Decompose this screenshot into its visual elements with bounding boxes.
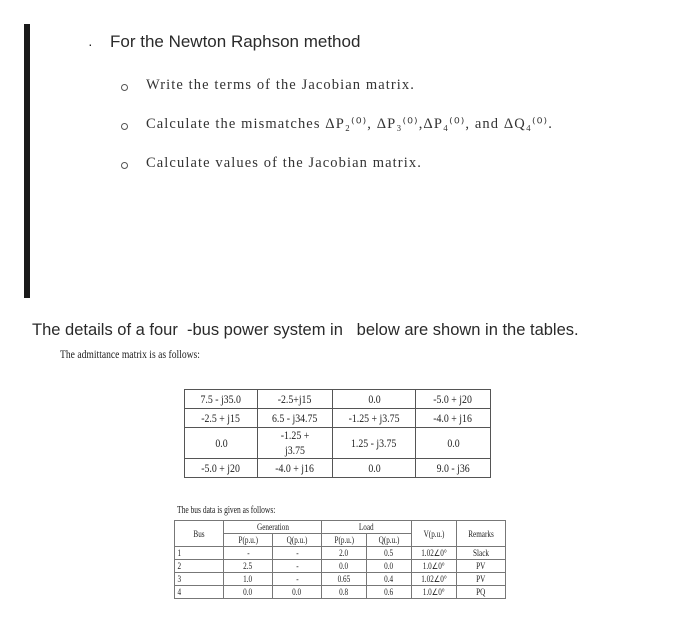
matrix-cell: -5.0 + j20 [185, 459, 258, 478]
table-row [175, 573, 506, 586]
table-cell: PQ [457, 586, 506, 599]
table-cell: 0.65 [322, 573, 367, 586]
matrix-cell: 6.5 - j34.75 [258, 409, 333, 428]
table-cell: 0.0 [273, 586, 322, 599]
table-cell: 0.0 [367, 560, 412, 573]
table-cell: - [273, 560, 322, 573]
table-cell: 0.5 [367, 547, 412, 560]
matrix-cell: -1.25 + j3.75 [333, 409, 416, 428]
table-cell: PV [457, 560, 506, 573]
table-header-row [175, 521, 506, 534]
matrix-cell: 0.0 [333, 390, 416, 409]
matrix-cell: 0.0 [333, 459, 416, 478]
table-cell: 4 [175, 586, 224, 599]
admittance-label: The admittance matrix is as follows: [60, 347, 200, 361]
table-cell: 2.0 [322, 547, 367, 560]
remarks-header: Remarks [457, 521, 506, 547]
matrix-cell: -2.5+j15 [258, 390, 333, 409]
generation-header: Generation [224, 521, 322, 534]
matrix-cell: 0.0 [185, 428, 258, 459]
matrix-cell: -4.0 + j16 [416, 409, 491, 428]
table-row [185, 390, 491, 409]
table-cell: - [224, 547, 273, 560]
table-cell: - [273, 573, 322, 586]
table-cell: 2.5 [224, 560, 273, 573]
table-cell: 0.8 [322, 586, 367, 599]
table-cell: PV [457, 573, 506, 586]
matrix-cell: 7.5 - j35.0 [185, 390, 258, 409]
task-item: Calculate the mismatches ΔP₂⁽⁰⁾, ΔP₃⁽⁰⁾,ΔP₄⁽⁰⁾, and ΔQ₄⁽⁰⁾. [146, 116, 553, 132]
heading-bullet: · [88, 36, 93, 52]
column-header: Q(p.u.) [367, 534, 412, 547]
table-cell: Slack [457, 547, 506, 560]
table-row [185, 459, 491, 478]
table-row [175, 547, 506, 560]
matrix-cell: -4.0 + j16 [258, 459, 333, 478]
section-heading: For the Newton Raphson method [110, 32, 361, 51]
table-cell: 1.02∠0° [412, 573, 457, 586]
bus-data-label: The bus data is given as follows: [177, 505, 276, 516]
table-row [185, 409, 491, 428]
matrix-cell: -5.0 + j20 [416, 390, 491, 409]
task-item: Write the terms of the Jacobian matrix. [146, 77, 416, 93]
voltage-header: V(p.u.) [412, 521, 457, 547]
column-header: Q(p.u.) [273, 534, 322, 547]
sub-bullet-icon [121, 123, 128, 130]
table-row [175, 560, 506, 573]
column-header: P(p.u.) [224, 534, 273, 547]
table-cell: 1.0∠0° [412, 586, 457, 599]
matrix-cell: 1.25 - j3.75 [333, 428, 416, 459]
matrix-cell: 9.0 - j36 [416, 459, 491, 478]
task-item: Calculate values of the Jacobian matrix. [146, 155, 422, 171]
left-accent-bar [24, 24, 30, 298]
table-cell: 1 [175, 547, 224, 560]
table-row [185, 428, 491, 459]
table-cell: 1.0∠0° [412, 560, 457, 573]
table-cell: 3 [175, 573, 224, 586]
bus-header: Bus [175, 521, 224, 547]
bus-data-table [174, 520, 506, 599]
matrix-cell: 0.0 [416, 428, 491, 459]
table-cell: 0.0 [224, 586, 273, 599]
sub-bullet-icon [121, 84, 128, 91]
matrix-cell: -2.5 + j15 [185, 409, 258, 428]
table-cell: 2 [175, 560, 224, 573]
load-header: Load [322, 521, 412, 534]
table-cell: 0.4 [367, 573, 412, 586]
matrix-cell: -1.25 + j3.75 [258, 428, 333, 459]
table-cell: - [273, 547, 322, 560]
table-row [175, 586, 506, 599]
table-cell: 1.0 [224, 573, 273, 586]
admittance-matrix-table [184, 389, 491, 478]
table-cell: 0.6 [367, 586, 412, 599]
table-cell: 1.02∠0° [412, 547, 457, 560]
sub-bullet-icon [121, 162, 128, 169]
column-header: P(p.u.) [322, 534, 367, 547]
table-cell: 0.0 [322, 560, 367, 573]
details-text: The details of a four -bus power system in below are shown in the tables. [32, 321, 579, 339]
